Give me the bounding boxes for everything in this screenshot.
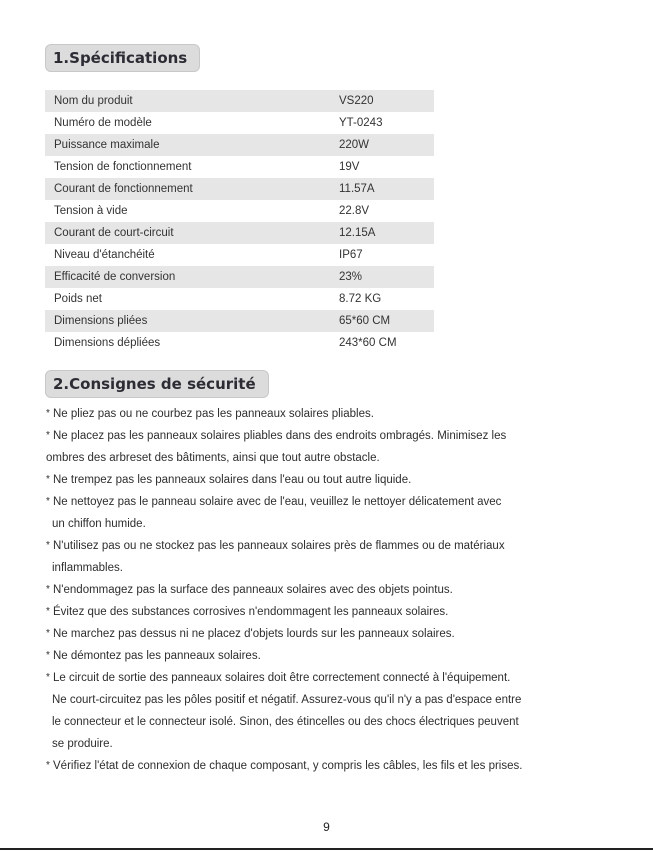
safety-rule-text: N'endommagez pas la surface des panneaux solaires avec des objets pointus. xyxy=(53,584,453,596)
spec-label: Efficacité de conversion xyxy=(45,266,339,288)
safety-rule xyxy=(46,601,606,623)
safety-rule xyxy=(46,469,606,491)
safety-rule xyxy=(46,645,606,667)
spec-value: YT-0243 xyxy=(339,117,383,129)
spec-value: VS220 xyxy=(339,90,434,112)
spec-row xyxy=(45,288,434,310)
spec-row xyxy=(45,134,434,156)
bullet-marker: * xyxy=(46,760,50,771)
spec-row xyxy=(45,112,434,134)
spec-label: Courant de court-circuit xyxy=(45,222,339,244)
spec-label: Nom du produit xyxy=(45,90,339,112)
spec-label: Dimensions pliées xyxy=(45,310,339,332)
spec-row xyxy=(45,266,434,288)
spec-label: Tension de fonctionnement xyxy=(54,161,192,173)
safety-rule-continuation: ombres des arbreset des bâtiments, ainsi que tout autre obstacle. xyxy=(46,452,380,464)
safety-rule-text: Ne démontez pas les panneaux solaires. xyxy=(53,650,261,662)
spec-row xyxy=(45,200,434,222)
specifications-heading: 1.Spécifications xyxy=(45,44,200,72)
safety-rules-list xyxy=(46,403,606,777)
spec-row xyxy=(45,310,434,332)
spec-row xyxy=(45,156,434,178)
bullet-marker: * xyxy=(46,628,50,639)
bullet-marker: * xyxy=(46,650,50,661)
spec-label: Niveau d'étanchéité xyxy=(54,249,155,261)
spec-label: Courant de fonctionnement xyxy=(45,178,339,200)
safety-rule xyxy=(46,579,606,601)
safety-rule-text: Évitez que des substances corrosives n'endommagent les panneaux solaires. xyxy=(53,606,449,618)
safety-rule-text: Vérifiez l'état de connexion de chaque composant, y compris les câbles, les fils et les prises. xyxy=(53,760,523,772)
safety-rule-text: Ne nettoyez pas le panneau solaire avec de l'eau, veuillez le nettoyer délicatement avec xyxy=(53,496,502,508)
spec-row xyxy=(45,90,434,112)
bullet-marker: * xyxy=(46,584,50,595)
safety-rule-text: N'utilisez pas ou ne stockez pas les panneaux solaires près de flammes ou de matériaux xyxy=(53,540,505,552)
spec-value: 23% xyxy=(339,266,434,288)
safety-rule-text: Ne placez pas les panneaux solaires pliables dans des endroits ombragés. Minimisez les xyxy=(53,430,507,442)
safety-heading: 2.Consignes de sécurité xyxy=(45,370,269,398)
bullet-marker: * xyxy=(46,430,50,441)
bullet-marker: * xyxy=(46,540,50,551)
bottom-divider xyxy=(0,848,653,850)
safety-rule-text: Ne marchez pas dessus ni ne placez d'objets lourds sur les panneaux solaires. xyxy=(53,628,455,640)
safety-rule xyxy=(46,667,606,755)
safety-rule-text: Ne pliez pas ou ne courbez pas les panneaux solaires pliables. xyxy=(53,408,374,420)
safety-rule xyxy=(46,425,606,469)
spec-value: IP67 xyxy=(339,249,363,261)
spec-value: 243*60 CM xyxy=(339,337,397,349)
spec-row xyxy=(45,244,434,266)
spec-row xyxy=(45,222,434,244)
safety-rule-text: Ne trempez pas les panneaux solaires dans l'eau ou tout autre liquide. xyxy=(53,474,412,486)
bullet-marker: * xyxy=(46,672,50,683)
spec-label: Numéro de modèle xyxy=(54,117,152,129)
safety-rule-continuation: le connecteur et le connecteur isolé. Sinon, des étincelles ou des chocs électriques peuvent xyxy=(52,716,519,728)
spec-row xyxy=(45,178,434,200)
spec-value: 11.57A xyxy=(339,178,434,200)
spec-value: 8.72 KG xyxy=(339,293,382,305)
safety-rule xyxy=(46,403,606,425)
bullet-marker: * xyxy=(46,606,50,617)
safety-rule-continuation: se produire. xyxy=(52,738,113,750)
spec-label: Dimensions dépliées xyxy=(54,337,161,349)
spec-value: 22.8V xyxy=(339,205,370,217)
spec-value: 12.15A xyxy=(339,222,434,244)
bullet-marker: * xyxy=(46,474,50,485)
spec-row xyxy=(45,332,434,354)
safety-rule xyxy=(46,623,606,645)
spec-value: 220W xyxy=(339,134,434,156)
safety-rule xyxy=(46,491,606,535)
bullet-marker: * xyxy=(46,496,50,507)
spec-label: Puissance maximale xyxy=(45,134,339,156)
page-number: 9 xyxy=(323,820,330,834)
safety-rule-continuation: inflammables. xyxy=(52,562,123,574)
safety-rule-continuation: Ne court-circuitez pas les pôles positif et négatif. Assurez-vous qu'il n'y a pas d'espace entre xyxy=(52,694,522,706)
safety-rule-text: Le circuit de sortie des panneaux solaires doit être correctement connecté à l'équipement. xyxy=(53,672,511,684)
safety-rule-continuation: un chiffon humide. xyxy=(52,518,146,530)
safety-rule xyxy=(46,535,606,579)
bullet-marker: * xyxy=(46,408,50,419)
spec-label: Poids net xyxy=(54,293,102,305)
specifications-table xyxy=(45,90,434,354)
safety-rule xyxy=(46,755,606,777)
spec-value: 65*60 CM xyxy=(339,310,434,332)
spec-value: 19V xyxy=(339,161,360,173)
spec-label: Tension à vide xyxy=(54,205,128,217)
